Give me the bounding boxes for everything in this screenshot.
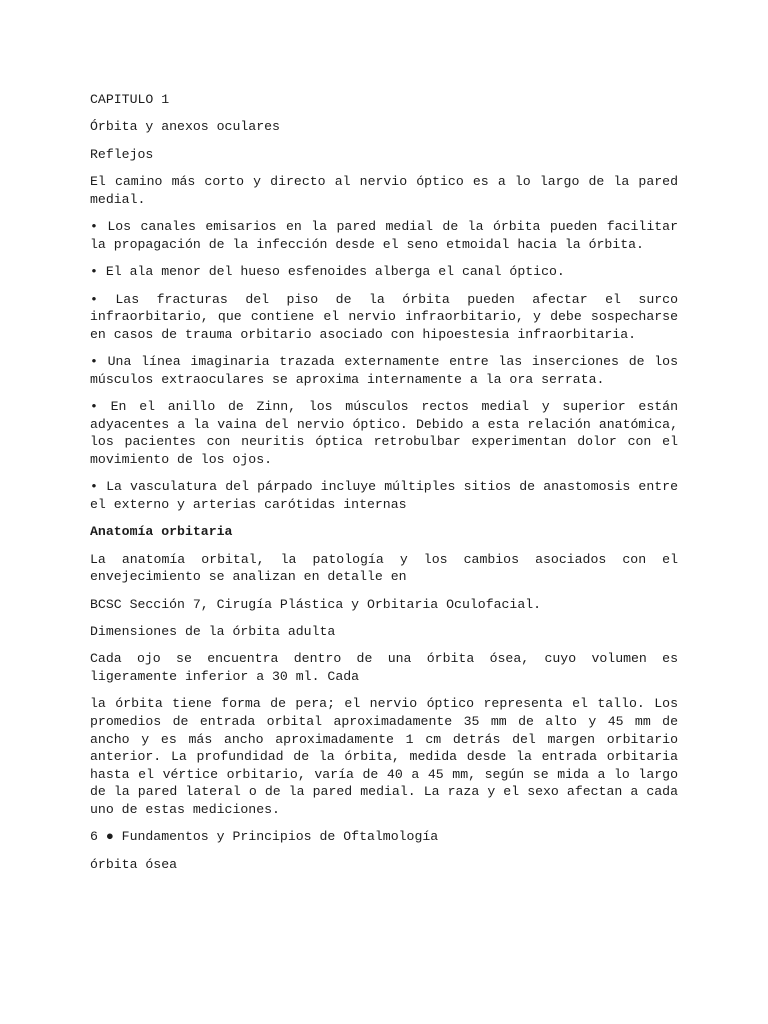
body-paragraph: la órbita tiene forma de pera; el nervio óptico representa el tallo. Los promedios de entrada orbital aproximadamente 35 mm de alto y 45 mm de ancho y es más ancho aproximadamente 1 cm detrás del margen orbitario anterior. La profundidad de la órbita, medida desde la entrada orbitaria hasta el vértice orbitario, varía de 40 a 45 mm, según se mida a lo largo de la pared lateral o de la pared medial. La raza y el sexo afectan a cada uno de estas mediciones. bbox=[90, 696, 678, 817]
bullet-paragraph: • La vasculatura del párpado incluye múltiples sitios de anastomosis entre el externo y arterias carótidas internas bbox=[90, 479, 678, 512]
body-paragraph: Cada ojo se encuentra dentro de una órbita ósea, cuyo volumen es ligeramente inferior a 30 ml. Cada bbox=[90, 651, 678, 684]
chapter-title: Órbita y anexos oculares bbox=[90, 119, 280, 135]
bullet-paragraph: • El ala menor del hueso esfenoides alberga el canal óptico. bbox=[90, 264, 565, 280]
page-footer: 6 ● Fundamentos y Principios de Oftalmología bbox=[90, 829, 439, 845]
subsection-heading-dimensiones: Dimensiones de la órbita adulta bbox=[90, 624, 336, 640]
body-paragraph: El camino más corto y directo al nervio óptico es a lo largo de la pared medial. bbox=[90, 174, 678, 207]
body-paragraph: BCSC Sección 7, Cirugía Plástica y Orbitaria Oculofacial. bbox=[90, 596, 542, 612]
body-paragraph: La anatomía orbital, la patología y los cambios asociados con el envejecimiento se analizan en detalle en bbox=[90, 551, 678, 585]
bullet-paragraph: • Una línea imaginaria trazada externamente entre las inserciones de los músculos extraoculares se aproxima internamente a la ora serrata. bbox=[90, 354, 678, 387]
bullet-paragraph: • Los canales emisarios en la pared medial de la órbita pueden facilitar la propagación de la infección desde el seno etmoidal hacia la órbita. bbox=[90, 219, 678, 252]
section-heading-reflejos: Reflejos bbox=[90, 146, 154, 162]
chapter-heading: CAPITULO 1 bbox=[90, 92, 170, 107]
subsection-heading-orbita-osea: órbita ósea bbox=[90, 856, 178, 872]
section-heading-anatomia: Anatomía orbitaria bbox=[90, 524, 233, 540]
bullet-paragraph: • En el anillo de Zinn, los músculos rectos medial y superior están adyacentes a la vaina del nervio óptico. Debido a esta relación anatómica, los pacientes con neuritis óptica retrobulbar experimentan dolor con el movimiento de los ojos. bbox=[90, 399, 678, 467]
document-page bbox=[90, 91, 678, 883]
bullet-paragraph: • Las fracturas del piso de la órbita pueden afectar el surco infraorbitario, que contiene el nervio infraorbitario, y debe sospecharse en casos de trauma orbitario asociado con hipoestesia infraorbitaria. bbox=[90, 291, 678, 342]
